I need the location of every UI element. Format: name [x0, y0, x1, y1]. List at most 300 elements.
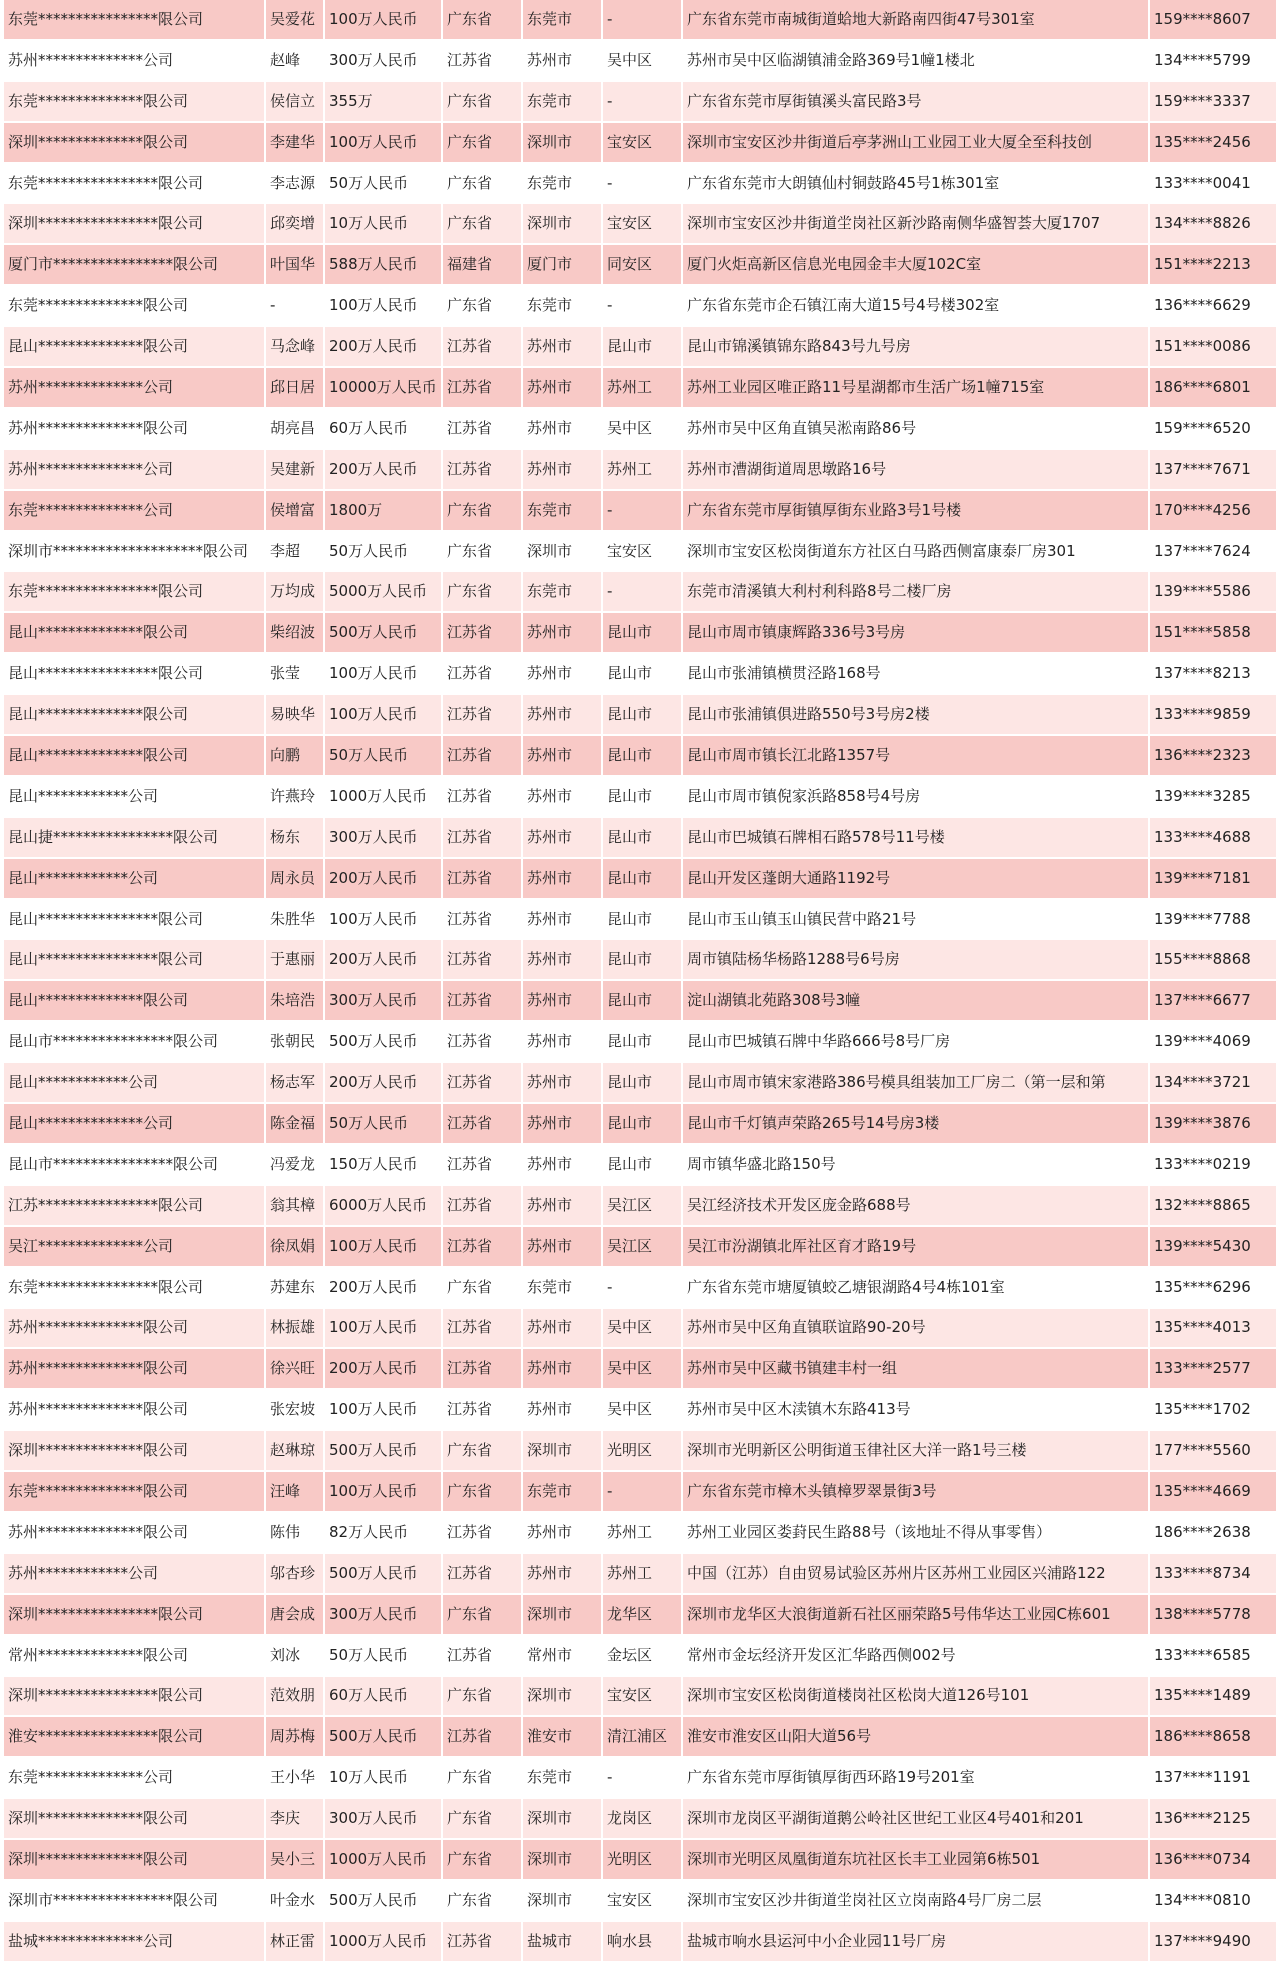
table-row [4, 1594, 1276, 1635]
legal-person-cell: 徐凤娟 [265, 1226, 324, 1267]
address-cell: 广东省东莞市樟木头镇樟罗翠景街3号 [682, 1471, 1149, 1512]
address-cell: 苏州市吴中区角直镇联谊路90-20号 [682, 1308, 1149, 1349]
city-cell: 苏州市 [522, 980, 602, 1021]
phone-cell: 133****6585 [1149, 1635, 1276, 1676]
company-name-cell: 昆山************公司 [4, 858, 265, 899]
province-cell: 江苏省 [442, 817, 522, 858]
table-row [4, 163, 1276, 204]
province-cell: 广东省 [442, 571, 522, 612]
phone-cell: 134****3721 [1149, 1062, 1276, 1103]
registered-capital-cell: 1000万人民币 [324, 1839, 442, 1880]
phone-cell: 137****9490 [1149, 1921, 1276, 1962]
district-cell: 龙华区 [602, 1594, 682, 1635]
city-cell: 盐城市 [522, 1921, 602, 1962]
table-row [4, 653, 1276, 694]
city-cell: 厦门市 [522, 244, 602, 285]
address-cell: 周市镇陆杨华杨路1288号6号房 [682, 939, 1149, 980]
city-cell: 苏州市 [522, 1512, 602, 1553]
legal-person-cell: 万均成 [265, 571, 324, 612]
city-cell: 东莞市 [522, 163, 602, 204]
province-cell: 江苏省 [442, 939, 522, 980]
province-cell: 江苏省 [442, 408, 522, 449]
table-row [4, 203, 1276, 244]
province-cell: 江苏省 [442, 1062, 522, 1103]
registered-capital-cell: 500万人民币 [324, 612, 442, 653]
city-cell: 东莞市 [522, 81, 602, 122]
company-name-cell: 苏州**************限公司 [4, 1512, 265, 1553]
phone-cell: 159****3337 [1149, 81, 1276, 122]
city-cell: 苏州市 [522, 449, 602, 490]
address-cell: 广东省东莞市厚街镇厚街西环路19号201室 [682, 1757, 1149, 1798]
table-row [4, 899, 1276, 940]
district-cell: 响水县 [602, 1921, 682, 1962]
district-cell: - [602, 1757, 682, 1798]
province-cell: 江苏省 [442, 367, 522, 408]
address-cell: 吴江经济技术开发区庞金路688号 [682, 1185, 1149, 1226]
address-cell: 昆山市周市镇宋家港路386号模具组装加工厂房二（第一层和第 [682, 1062, 1149, 1103]
legal-person-cell: 侯信立 [265, 81, 324, 122]
district-cell: 吴中区 [602, 40, 682, 81]
phone-cell: 133****0041 [1149, 163, 1276, 204]
district-cell: - [602, 81, 682, 122]
address-cell: 苏州工业园区唯正路11号星湖都市生活广场1幢715室 [682, 367, 1149, 408]
company-name-cell: 苏州**************公司 [4, 449, 265, 490]
legal-person-cell: 张朝民 [265, 1021, 324, 1062]
phone-cell: 135****1489 [1149, 1676, 1276, 1717]
address-cell: 常州市金坛经济开发区汇华路西侧002号 [682, 1635, 1149, 1676]
table-row [4, 858, 1276, 899]
table-row [4, 1308, 1276, 1349]
legal-person-cell: 邬杏珍 [265, 1553, 324, 1594]
province-cell: 江苏省 [442, 858, 522, 899]
legal-person-cell: 吴小三 [265, 1839, 324, 1880]
registered-capital-cell: 1800万 [324, 490, 442, 531]
table-row [4, 326, 1276, 367]
phone-cell: 137****7671 [1149, 449, 1276, 490]
province-cell: 广东省 [442, 1594, 522, 1635]
city-cell: 苏州市 [522, 326, 602, 367]
legal-person-cell: 林正雷 [265, 1921, 324, 1962]
province-cell: 江苏省 [442, 1021, 522, 1062]
registered-capital-cell: 1000万人民币 [324, 776, 442, 817]
phone-cell: 135****4669 [1149, 1471, 1276, 1512]
province-cell: 江苏省 [442, 899, 522, 940]
table-row [4, 81, 1276, 122]
city-cell: 深圳市 [522, 531, 602, 572]
address-cell: 广东省东莞市大朗镇仙村铜鼓路45号1栋301室 [682, 163, 1149, 204]
address-cell: 盐城市响水县运河中小企业园11号厂房 [682, 1921, 1149, 1962]
phone-cell: 186****2638 [1149, 1512, 1276, 1553]
city-cell: 苏州市 [522, 1553, 602, 1594]
legal-person-cell: 张莹 [265, 653, 324, 694]
company-name-cell: 苏州**************限公司 [4, 1308, 265, 1349]
company-name-cell: 盐城**************公司 [4, 1921, 265, 1962]
city-cell: 苏州市 [522, 40, 602, 81]
phone-cell: 133****8734 [1149, 1553, 1276, 1594]
phone-cell: 135****6296 [1149, 1267, 1276, 1308]
registered-capital-cell: 10000万人民币 [324, 367, 442, 408]
registered-capital-cell: 100万人民币 [324, 694, 442, 735]
phone-cell: 132****8865 [1149, 1185, 1276, 1226]
district-cell: 昆山市 [602, 694, 682, 735]
city-cell: 东莞市 [522, 571, 602, 612]
city-cell: 苏州市 [522, 408, 602, 449]
registered-capital-cell: 10万人民币 [324, 1757, 442, 1798]
district-cell: 清江浦区 [602, 1716, 682, 1757]
company-name-cell: 深圳市********************限公司 [4, 531, 265, 572]
city-cell: 苏州市 [522, 1308, 602, 1349]
table-row [4, 1635, 1276, 1676]
city-cell: 苏州市 [522, 735, 602, 776]
address-cell: 深圳市宝安区沙井街道坣岗社区立岗南路4号厂房二层 [682, 1880, 1149, 1921]
district-cell: 吴江区 [602, 1185, 682, 1226]
district-cell: 吴江区 [602, 1226, 682, 1267]
province-cell: 江苏省 [442, 653, 522, 694]
legal-person-cell: 吴爱花 [265, 0, 324, 40]
address-cell: 深圳市宝安区沙井街道坣岗社区新沙路南侧华盛智荟大厦1707 [682, 203, 1149, 244]
table-row [4, 1389, 1276, 1430]
city-cell: 苏州市 [522, 1144, 602, 1185]
company-name-cell: 深圳****************限公司 [4, 1594, 265, 1635]
phone-cell: 139****7788 [1149, 899, 1276, 940]
address-cell: 昆山开发区蓬朗大通路1192号 [682, 858, 1149, 899]
address-cell: 深圳市龙岗区平湖街道鹅公岭社区世纪工业区4号401和201 [682, 1798, 1149, 1839]
registered-capital-cell: 5000万人民币 [324, 571, 442, 612]
legal-person-cell: 周苏梅 [265, 1716, 324, 1757]
table-row [4, 1757, 1276, 1798]
province-cell: 广东省 [442, 1757, 522, 1798]
district-cell: 昆山市 [602, 612, 682, 653]
table-row [4, 0, 1276, 40]
table-row [4, 1716, 1276, 1757]
address-cell: 深圳市光明区凤凰街道东坑社区长丰工业园第6栋501 [682, 1839, 1149, 1880]
company-name-cell: 厦门市****************限公司 [4, 244, 265, 285]
table-row [4, 408, 1276, 449]
table-row [4, 1471, 1276, 1512]
company-name-cell: 昆山****************限公司 [4, 939, 265, 980]
district-cell: 昆山市 [602, 939, 682, 980]
address-cell: 昆山市千灯镇声荣路265号14号房3楼 [682, 1103, 1149, 1144]
company-name-cell: 东莞**************限公司 [4, 1471, 265, 1512]
district-cell: 宝安区 [602, 122, 682, 163]
table-row [4, 1921, 1276, 1962]
legal-person-cell: 李志源 [265, 163, 324, 204]
district-cell: 昆山市 [602, 817, 682, 858]
registered-capital-cell: 50万人民币 [324, 735, 442, 776]
district-cell: 宝安区 [602, 531, 682, 572]
registered-capital-cell: 200万人民币 [324, 1062, 442, 1103]
company-name-cell: 东莞**************限公司 [4, 285, 265, 326]
province-cell: 江苏省 [442, 1308, 522, 1349]
city-cell: 东莞市 [522, 1757, 602, 1798]
company-name-cell: 苏州**************限公司 [4, 1389, 265, 1430]
province-cell: 江苏省 [442, 1716, 522, 1757]
phone-cell: 136****6629 [1149, 285, 1276, 326]
legal-person-cell: 杨志军 [265, 1062, 324, 1103]
address-cell: 昆山市张浦镇俱进路550号3号房2楼 [682, 694, 1149, 735]
address-cell: 昆山市周市镇康辉路336号3号房 [682, 612, 1149, 653]
phone-cell: 155****8868 [1149, 939, 1276, 980]
company-name-cell: 东莞**************公司 [4, 490, 265, 531]
registered-capital-cell: 100万人民币 [324, 1471, 442, 1512]
city-cell: 苏州市 [522, 858, 602, 899]
address-cell: 吴江市汾湖镇北厍社区育才路19号 [682, 1226, 1149, 1267]
province-cell: 广东省 [442, 163, 522, 204]
province-cell: 广东省 [442, 531, 522, 572]
table-row [4, 490, 1276, 531]
company-name-cell: 昆山市****************限公司 [4, 1021, 265, 1062]
city-cell: 苏州市 [522, 1185, 602, 1226]
company-name-cell: 昆山**************限公司 [4, 735, 265, 776]
legal-person-cell: 马念峰 [265, 326, 324, 367]
registered-capital-cell: 100万人民币 [324, 1389, 442, 1430]
company-name-cell: 淮安****************限公司 [4, 1716, 265, 1757]
address-cell: 昆山市锦溪镇锦东路843号九号房 [682, 326, 1149, 367]
legal-person-cell: 刘冰 [265, 1635, 324, 1676]
district-cell: 昆山市 [602, 899, 682, 940]
company-name-cell: 昆山**************限公司 [4, 980, 265, 1021]
city-cell: 苏州市 [522, 1103, 602, 1144]
registered-capital-cell: 355万 [324, 81, 442, 122]
company-name-cell: 昆山**************限公司 [4, 612, 265, 653]
table-row [4, 1676, 1276, 1717]
registered-capital-cell: 50万人民币 [324, 531, 442, 572]
province-cell: 广东省 [442, 1471, 522, 1512]
legal-person-cell: 唐会成 [265, 1594, 324, 1635]
province-cell: 江苏省 [442, 694, 522, 735]
registered-capital-cell: 60万人民币 [324, 1676, 442, 1717]
phone-cell: 151****5858 [1149, 612, 1276, 653]
legal-person-cell: 朱培浩 [265, 980, 324, 1021]
address-cell: 广东省东莞市企石镇江南大道15号4号楼302室 [682, 285, 1149, 326]
registered-capital-cell: 500万人民币 [324, 1880, 442, 1921]
phone-cell: 135****4013 [1149, 1308, 1276, 1349]
legal-person-cell: 林振雄 [265, 1308, 324, 1349]
table-row [4, 1348, 1276, 1389]
district-cell: 昆山市 [602, 1103, 682, 1144]
district-cell: - [602, 0, 682, 40]
city-cell: 深圳市 [522, 122, 602, 163]
registered-capital-cell: 100万人民币 [324, 122, 442, 163]
legal-person-cell: 于惠丽 [265, 939, 324, 980]
registered-capital-cell: 200万人民币 [324, 939, 442, 980]
table-row [4, 449, 1276, 490]
province-cell: 广东省 [442, 1880, 522, 1921]
district-cell: - [602, 490, 682, 531]
registered-capital-cell: 200万人民币 [324, 1348, 442, 1389]
district-cell: 苏州工 [602, 449, 682, 490]
city-cell: 苏州市 [522, 694, 602, 735]
legal-person-cell: 张宏坡 [265, 1389, 324, 1430]
city-cell: 苏州市 [522, 653, 602, 694]
province-cell: 江苏省 [442, 1144, 522, 1185]
table-row [4, 1185, 1276, 1226]
phone-cell: 151****0086 [1149, 326, 1276, 367]
district-cell: - [602, 163, 682, 204]
registered-capital-cell: 6000万人民币 [324, 1185, 442, 1226]
city-cell: 深圳市 [522, 1839, 602, 1880]
district-cell: 宝安区 [602, 203, 682, 244]
city-cell: 东莞市 [522, 285, 602, 326]
company-name-cell: 江苏****************限公司 [4, 1185, 265, 1226]
province-cell: 福建省 [442, 244, 522, 285]
phone-cell: 139****4069 [1149, 1021, 1276, 1062]
address-cell: 深圳市光明新区公明街道玉律社区大洋一路1号三楼 [682, 1430, 1149, 1471]
city-cell: 深圳市 [522, 1798, 602, 1839]
address-cell: 深圳市龙华区大浪街道新石社区丽荣路5号伟华达工业园C栋601 [682, 1594, 1149, 1635]
company-name-cell: 东莞**************公司 [4, 1757, 265, 1798]
province-cell: 江苏省 [442, 1921, 522, 1962]
address-cell: 广东省东莞市厚街镇溪头富民路3号 [682, 81, 1149, 122]
registered-capital-cell: 500万人民币 [324, 1430, 442, 1471]
address-cell: 昆山市周市镇倪家浜路858号4号房 [682, 776, 1149, 817]
registered-capital-cell: 300万人民币 [324, 1798, 442, 1839]
phone-cell: 139****3876 [1149, 1103, 1276, 1144]
district-cell: 宝安区 [602, 1880, 682, 1921]
company-name-cell: 昆山**************限公司 [4, 694, 265, 735]
registered-capital-cell: 60万人民币 [324, 408, 442, 449]
city-cell: 苏州市 [522, 1389, 602, 1430]
province-cell: 广东省 [442, 490, 522, 531]
legal-person-cell: 范效朋 [265, 1676, 324, 1717]
legal-person-cell: 柴绍波 [265, 612, 324, 653]
province-cell: 广东省 [442, 81, 522, 122]
table-row [4, 1267, 1276, 1308]
legal-person-cell: 汪峰 [265, 1471, 324, 1512]
district-cell: 同安区 [602, 244, 682, 285]
company-name-cell: 东莞****************限公司 [4, 0, 265, 40]
table-row [4, 1553, 1276, 1594]
province-cell: 广东省 [442, 1676, 522, 1717]
table-row [4, 1512, 1276, 1553]
address-cell: 淀山湖镇北苑路308号3幢 [682, 980, 1149, 1021]
registered-capital-cell: 500万人民币 [324, 1021, 442, 1062]
table-row [4, 122, 1276, 163]
legal-person-cell: 杨东 [265, 817, 324, 858]
address-cell: 苏州市漕湖街道周思墩路16号 [682, 449, 1149, 490]
company-name-cell: 深圳**************限公司 [4, 1798, 265, 1839]
phone-cell: 186****6801 [1149, 367, 1276, 408]
registered-capital-cell: 588万人民币 [324, 244, 442, 285]
phone-cell: 134****5799 [1149, 40, 1276, 81]
company-name-cell: 深圳**************限公司 [4, 1839, 265, 1880]
district-cell: - [602, 285, 682, 326]
table-body [4, 0, 1276, 1962]
phone-cell: 186****8658 [1149, 1716, 1276, 1757]
phone-cell: 133****2577 [1149, 1348, 1276, 1389]
address-cell: 广东省东莞市南城街道蛤地大新路南四街47号301室 [682, 0, 1149, 40]
address-cell: 广东省东莞市塘厦镇蛟乙塘银湖路4号4栋101室 [682, 1267, 1149, 1308]
province-cell: 江苏省 [442, 40, 522, 81]
company-name-cell: 昆山****************限公司 [4, 899, 265, 940]
district-cell: 吴中区 [602, 1389, 682, 1430]
company-name-cell: 昆山**************限公司 [4, 326, 265, 367]
district-cell: 宝安区 [602, 1676, 682, 1717]
phone-cell: 137****1191 [1149, 1757, 1276, 1798]
company-name-cell: 深圳****************限公司 [4, 1676, 265, 1717]
province-cell: 广东省 [442, 1839, 522, 1880]
phone-cell: 170****4256 [1149, 490, 1276, 531]
table-row [4, 1021, 1276, 1062]
legal-person-cell: 冯爱龙 [265, 1144, 324, 1185]
legal-person-cell: 苏建东 [265, 1267, 324, 1308]
company-name-cell: 昆山捷****************限公司 [4, 817, 265, 858]
table-row [4, 1798, 1276, 1839]
address-cell: 深圳市宝安区松岗街道东方社区白马路西侧富康泰厂房301 [682, 531, 1149, 572]
phone-cell: 136****2125 [1149, 1798, 1276, 1839]
table-row [4, 531, 1276, 572]
table-row [4, 776, 1276, 817]
district-cell: 昆山市 [602, 1062, 682, 1103]
registered-capital-cell: 500万人民币 [324, 1716, 442, 1757]
table-row [4, 1880, 1276, 1921]
district-cell: 苏州工 [602, 1553, 682, 1594]
legal-person-cell: 李超 [265, 531, 324, 572]
phone-cell: 139****7181 [1149, 858, 1276, 899]
phone-cell: 177****5560 [1149, 1430, 1276, 1471]
district-cell: 吴中区 [602, 1348, 682, 1389]
phone-cell: 139****5586 [1149, 571, 1276, 612]
city-cell: 深圳市 [522, 1676, 602, 1717]
company-name-cell: 深圳**************限公司 [4, 122, 265, 163]
address-cell: 昆山市玉山镇玉山镇民营中路21号 [682, 899, 1149, 940]
registered-capital-cell: 50万人民币 [324, 1635, 442, 1676]
phone-cell: 137****7624 [1149, 531, 1276, 572]
company-name-cell: 昆山****************限公司 [4, 653, 265, 694]
address-cell: 中国（江苏）自由贸易试验区苏州片区苏州工业园区兴浦路122 [682, 1553, 1149, 1594]
legal-person-cell: 许燕玲 [265, 776, 324, 817]
legal-person-cell: 胡亮昌 [265, 408, 324, 449]
table-row [4, 1062, 1276, 1103]
registered-capital-cell: 200万人民币 [324, 449, 442, 490]
district-cell: 昆山市 [602, 776, 682, 817]
phone-cell: 134****0810 [1149, 1880, 1276, 1921]
province-cell: 江苏省 [442, 326, 522, 367]
table-row [4, 1839, 1276, 1880]
district-cell: 龙岗区 [602, 1798, 682, 1839]
phone-cell: 151****2213 [1149, 244, 1276, 285]
table-row [4, 40, 1276, 81]
phone-cell: 133****0219 [1149, 1144, 1276, 1185]
legal-person-cell: 吴建新 [265, 449, 324, 490]
company-name-cell: 东莞****************限公司 [4, 1267, 265, 1308]
district-cell: 光明区 [602, 1839, 682, 1880]
phone-cell: 133****9859 [1149, 694, 1276, 735]
registered-capital-cell: 82万人民币 [324, 1512, 442, 1553]
province-cell: 江苏省 [442, 1348, 522, 1389]
district-cell: 金坛区 [602, 1635, 682, 1676]
province-cell: 广东省 [442, 1798, 522, 1839]
address-cell: 昆山市巴城镇石牌相石路578号11号楼 [682, 817, 1149, 858]
city-cell: 东莞市 [522, 1267, 602, 1308]
city-cell: 苏州市 [522, 612, 602, 653]
company-name-cell: 苏州**************限公司 [4, 408, 265, 449]
phone-cell: 133****4688 [1149, 817, 1276, 858]
province-cell: 江苏省 [442, 612, 522, 653]
province-cell: 江苏省 [442, 1226, 522, 1267]
company-name-cell: 常州**************限公司 [4, 1635, 265, 1676]
address-cell: 苏州市吴中区临湖镇浦金路369号1幢1楼北 [682, 40, 1149, 81]
district-cell: 昆山市 [602, 735, 682, 776]
legal-person-cell: 李建华 [265, 122, 324, 163]
company-name-cell: 吴江**************公司 [4, 1226, 265, 1267]
company-name-cell: 苏州**************限公司 [4, 1348, 265, 1389]
city-cell: 苏州市 [522, 776, 602, 817]
address-cell: 昆山市张浦镇横贯泾路168号 [682, 653, 1149, 694]
registered-capital-cell: 300万人民币 [324, 1594, 442, 1635]
province-cell: 江苏省 [442, 449, 522, 490]
table-row [4, 980, 1276, 1021]
